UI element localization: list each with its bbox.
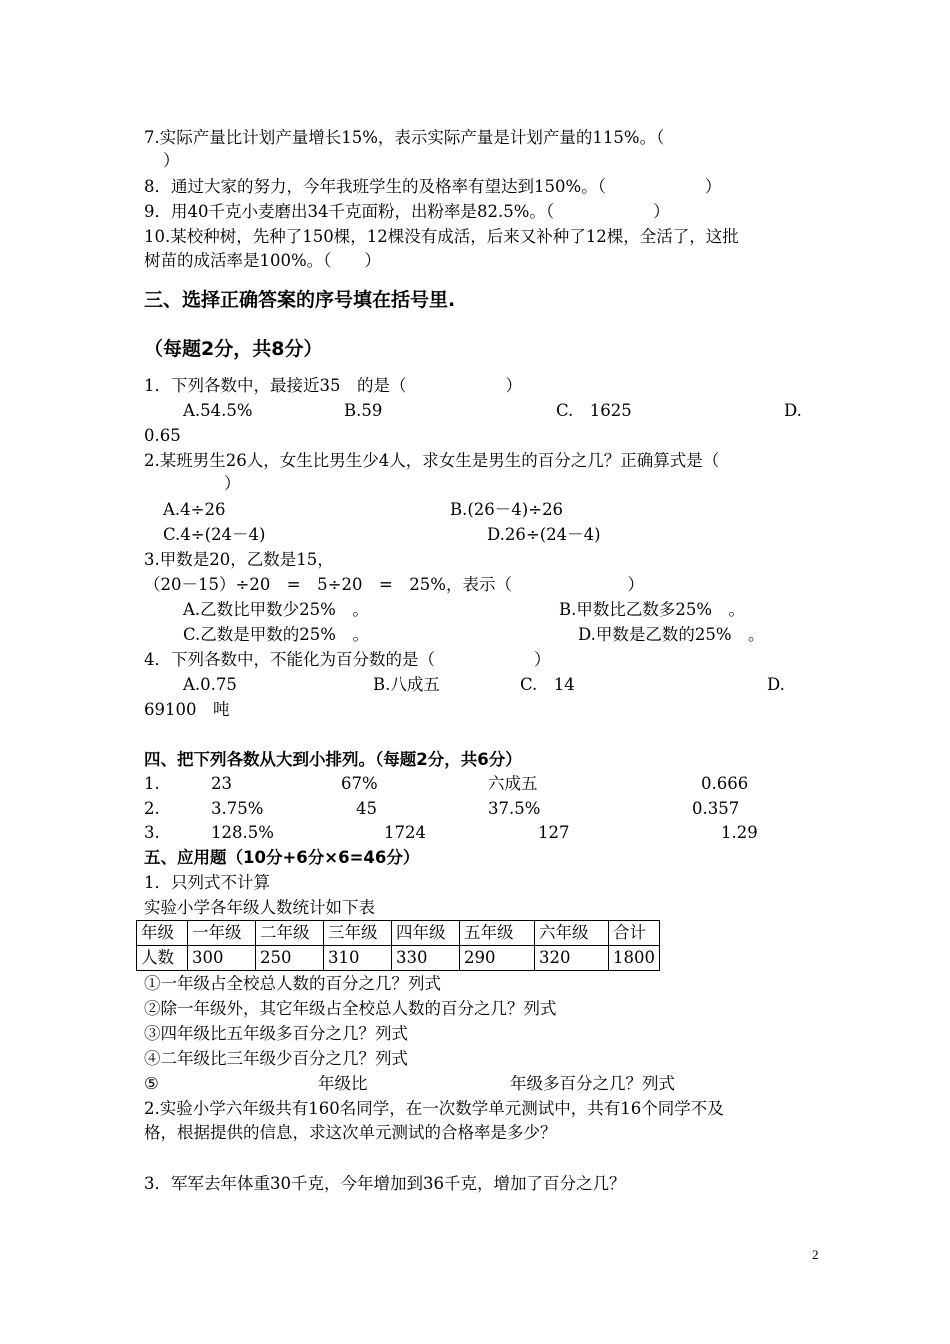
ordering-value: 128.5% (211, 823, 274, 842)
section-3-subtitle: （每题2分，共8分） (144, 338, 323, 360)
choice-q2-option-a: A.4÷26 (163, 500, 226, 519)
section-3-title: 三、选择正确答案的序号填在括号里. (144, 289, 456, 311)
choice-q2-option-b: B.(26－4)÷26 (450, 500, 564, 519)
table-cell: 330 (392, 946, 460, 971)
table-header-cell: 五年级 (460, 921, 535, 946)
question-9: 9．用40千克小麦磨出34千克面粉，出粉率是82.5%。（ ） (144, 202, 670, 221)
question-10-line1: 10.某校种树，先种了150棵，12棵没有成活，后来又补种了12棵，全活了，这批 (144, 227, 739, 246)
table-header-cell: 年级 (137, 921, 188, 946)
sub-question-3: ③四年级比五年级多百分之几？列式 (144, 1024, 408, 1043)
choice-question-1: 1．下列各数中，最接近35 的是（ ） (144, 376, 522, 395)
ordering-value: 23 (211, 774, 232, 793)
application-question-1: 1．只列式不计算 (144, 873, 270, 892)
ordering-value: 37.5% (488, 799, 541, 818)
sub-question-2: ②除一年级外，其它年级占全校总人数的百分之几？列式 (144, 999, 557, 1018)
table-header-row (137, 921, 660, 946)
table-header-cell: 一年级 (188, 921, 256, 946)
choice-q1-option-a: A.54.5% (183, 401, 253, 420)
section-4-title: 四、把下列各数从大到小排列。（每题2分，共6分） (144, 750, 522, 769)
ordering-value: 45 (356, 799, 377, 818)
choice-q3-option-a: A.乙数比甲数少25% 。 (183, 600, 369, 619)
page-number: 2 (812, 1247, 819, 1262)
table-header-cell: 四年级 (392, 921, 460, 946)
ordering-value: 六成五 (488, 774, 538, 793)
table-header-cell: 合计 (609, 921, 660, 946)
choice-q3-option-c: C.乙数是甲数的25% 。 (183, 625, 369, 644)
choice-q4-option-b: B.八成五 (373, 675, 440, 694)
choice-q1-option-d-value: 0.65 (144, 426, 181, 445)
choice-question-2-line1: 2.某班男生26人，女生比男生少4人，求女生是男生的百分之几？正确算式是（ (144, 451, 720, 470)
application-question-3: 3．军军去年体重30千克，今年增加到36千克，增加了百分之几？ (144, 1174, 626, 1193)
table-header-cell: 二年级 (256, 921, 324, 946)
sub-question-5-part1: 年级比 (318, 1074, 368, 1093)
ordering-value: 1724 (384, 823, 426, 842)
table-cell: 人数 (137, 946, 188, 971)
choice-q4-option-a: A.0.75 (183, 675, 237, 694)
ordering-value: 0.666 (701, 774, 749, 793)
choice-q3-option-b: B.甲数比乙数多25% 。 (559, 600, 746, 619)
choice-question-3-line2: （20－15）÷20 = 5÷20 = 25%，表示（ ） (144, 575, 644, 594)
table-cell: 320 (535, 946, 609, 971)
choice-q2-option-c: C.4÷(24－4) (163, 525, 266, 544)
ordering-value: 67% (341, 774, 378, 793)
ordering-row-number: 1. (144, 774, 160, 793)
table-cell: 250 (256, 946, 324, 971)
application-question-2-line2: 格，根据提供的信息，求这次单元测试的合格率是多少？ (144, 1123, 557, 1142)
ordering-value: 0.357 (692, 799, 740, 818)
choice-q4-option-d: D. (767, 675, 785, 694)
choice-question-3-line1: 3.甲数是20，乙数是15， (144, 550, 334, 569)
sub-question-4: ④二年级比三年级少百分之几？列式 (144, 1049, 408, 1068)
sub-question-5-part2: 年级多百分之几？列式 (510, 1074, 675, 1093)
question-10-line2: 树苗的成活率是100%。（ ） (144, 251, 381, 270)
ordering-value: 1.29 (721, 823, 758, 842)
choice-q4-option-d-value: 69100 吨 (144, 700, 230, 719)
table-caption: 实验小学各年级人数统计如下表 (144, 898, 375, 917)
table-row (137, 946, 660, 971)
application-question-2-line1: 2.实验小学六年级共有160名同学，在一次数学单元测试中，共有16个同学不及 (144, 1099, 724, 1118)
table-header-cell: 三年级 (324, 921, 392, 946)
ordering-value: 3.75% (211, 799, 264, 818)
choice-q2-option-d: D.26÷(24－4) (487, 525, 601, 544)
ordering-value: 127 (538, 823, 570, 842)
table-cell: 310 (324, 946, 392, 971)
question-7-line1: 7.实际产量比计划产量增长15%，表示实际产量是计划产量的115%。（ (144, 128, 665, 147)
ordering-row-number: 2. (144, 799, 160, 818)
section-5-title: 五、应用题（10分+6分×6=46分） (144, 848, 420, 867)
table-cell: 1800 (609, 946, 660, 971)
choice-question-4: 4．下列各数中，不能化为百分数的是（ ） (144, 650, 551, 669)
choice-question-2-line2: ） (224, 474, 241, 493)
table-cell: 300 (188, 946, 256, 971)
choice-q1-option-b: B.59 (344, 401, 383, 420)
table-header-cell: 六年级 (535, 921, 609, 946)
question-8: 8．通过大家的努力，今年我班学生的及格率有望达到150%。（ ） (144, 177, 722, 196)
sub-question-1: ①一年级占全校总人数的百分之几？列式 (144, 974, 441, 993)
choice-q3-option-d: D.甲数是乙数的25% 。 (578, 625, 765, 644)
table-cell: 290 (460, 946, 535, 971)
ordering-row-number: 3. (144, 823, 160, 842)
choice-q1-option-d: D. (784, 401, 802, 420)
sub-question-5-marker: ⑤ (144, 1074, 159, 1093)
choice-q1-option-c: C. 1625 (556, 401, 632, 420)
grade-statistics-table (136, 920, 660, 971)
question-7-line2: ） (163, 151, 180, 170)
choice-q4-option-c: C. 14 (520, 675, 575, 694)
